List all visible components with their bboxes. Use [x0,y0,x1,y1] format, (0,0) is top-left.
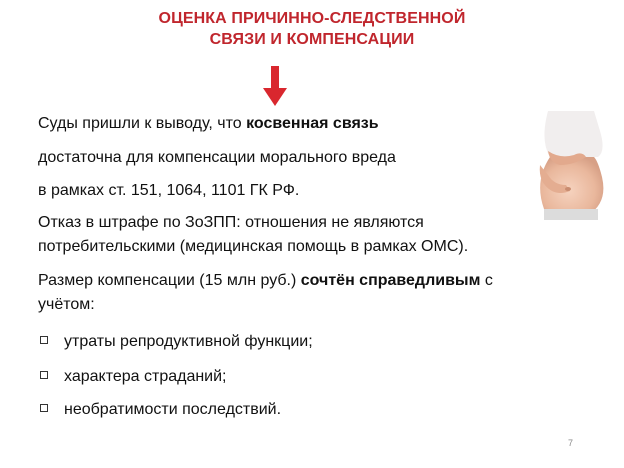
list-item [40,399,281,421]
list-item-text: необратимости последствий. [64,401,282,418]
list-item-text: характера страданий; [64,368,227,385]
title-line-2: СВЯЗИ И КОМПЕНСАЦИИ [209,31,415,48]
pregnant-woman-photo [530,111,612,220]
paragraph-6-bold: сочтён справедливым [300,272,481,289]
square-bullet-icon [40,336,48,344]
list-item [40,366,227,388]
paragraph-4: Отказ в штрафе по ЗоЗПП: отношения не являются [38,214,424,231]
slide-title [0,8,624,50]
page-number: 7 [568,438,574,448]
paragraph-1-bold: косвенная связь [246,115,379,132]
paragraph-5: потребительскими (медицинская помощь в рамках ОМС). [38,238,469,255]
paragraph-6 [38,270,493,292]
list-item-text: утраты репродуктивной функции; [64,333,313,350]
square-bullet-icon [40,371,48,379]
title-line-1: ОЦЕНКА ПРИЧИННО-СЛЕДСТВЕННОЙ [158,10,466,27]
down-arrow-icon [263,66,287,106]
square-bullet-icon [40,404,48,412]
paragraph-1 [38,113,379,135]
paragraph-1-text: Суды пришли к выводу, что [38,115,247,132]
paragraph-6-text: Размер компенсации (15 млн руб.) [38,272,301,289]
paragraph-6-tail: с [480,272,493,289]
paragraph-2: достаточна для компенсации морального вреда [38,149,396,166]
paragraph-3: в рамках ст. 151, 1064, 1101 ГК РФ. [38,182,300,199]
paragraph-7: учётом: [38,296,95,313]
list-item [40,331,313,353]
